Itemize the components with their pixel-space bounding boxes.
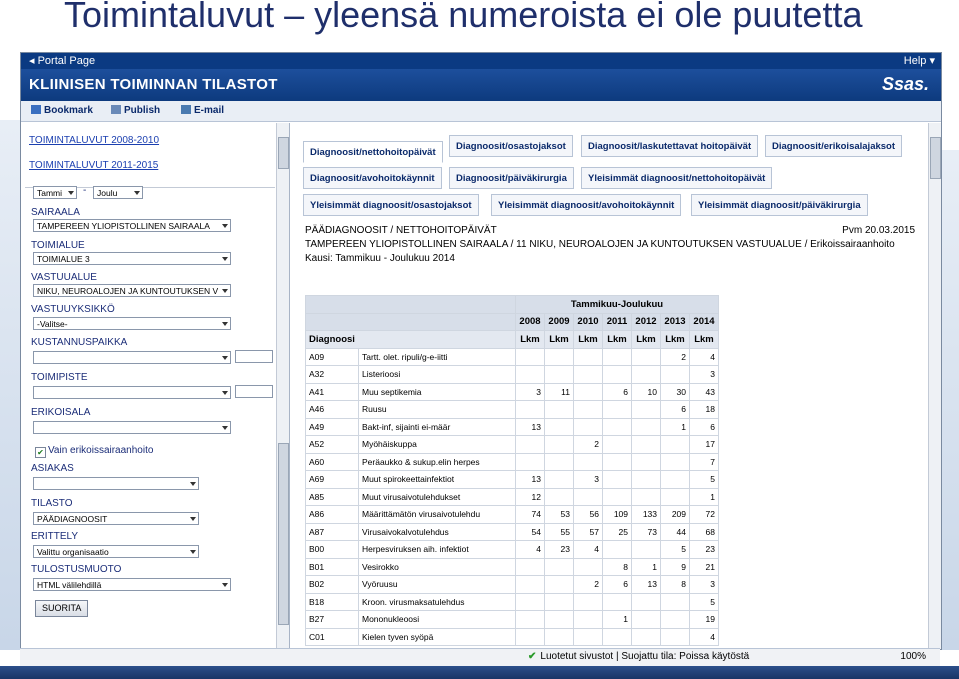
count-cell — [603, 348, 632, 366]
diagnosis-name: Virusaivokalvotulehdus — [359, 523, 516, 541]
count-cell — [603, 593, 632, 611]
year-header: 2013 — [661, 313, 690, 331]
count-cell — [574, 593, 603, 611]
report-scrollbar[interactable] — [928, 123, 941, 649]
diagnosis-name: Peräaukko & sukup.elin herpes — [359, 453, 516, 471]
diagnosis-name: Myöhäiskuppa — [359, 436, 516, 454]
count-cell — [545, 628, 574, 646]
count-cell — [516, 558, 545, 576]
table-row — [306, 628, 719, 646]
count-cell: 74 — [516, 506, 545, 524]
count-cell — [574, 418, 603, 436]
count-cell: 73 — [632, 523, 661, 541]
table-row — [306, 348, 719, 366]
table-group-header-row — [306, 296, 719, 314]
zoom-control[interactable]: 100% — [900, 651, 926, 662]
app-banner — [21, 69, 941, 101]
count-cell — [574, 558, 603, 576]
diagnosis-code: A52 — [306, 436, 359, 454]
count-cell: 5 — [690, 593, 719, 611]
count-cell: 13 — [516, 471, 545, 489]
diagnosis-code: A69 — [306, 471, 359, 489]
count-cell — [603, 401, 632, 419]
kustannuspaikka-input[interactable] — [235, 350, 273, 363]
diagnosis-code: A87 — [306, 523, 359, 541]
period-from-select[interactable]: Tammi — [33, 186, 77, 199]
link-2008-2010[interactable]: TOIMINTALUVUT 2008-2010 — [29, 135, 160, 146]
diagnosis-code: B02 — [306, 576, 359, 594]
count-cell — [545, 436, 574, 454]
trusted-sites-status: ✔ Luotetut sivustot | Suojattu tila: Poissa käytöstä — [528, 651, 750, 662]
table-row — [306, 366, 719, 384]
count-cell — [516, 593, 545, 611]
count-cell — [661, 453, 690, 471]
diagnosis-name: Tartt. olet. ripuli/g-e-iitti — [359, 348, 516, 366]
count-cell — [603, 628, 632, 646]
count-cell: 68 — [690, 523, 719, 541]
email-button[interactable]: E-mail — [181, 105, 224, 116]
count-cell — [632, 348, 661, 366]
count-cell — [574, 383, 603, 401]
count-cell: 4 — [574, 541, 603, 559]
diagnosis-name: Muut virusaivotulehdukset — [359, 488, 516, 506]
tulostusmuoto-label: TULOSTUSMUOTO — [31, 564, 122, 575]
count-cell: 43 — [690, 383, 719, 401]
erikoisala-select[interactable] — [33, 421, 231, 434]
table-unit-row — [306, 331, 719, 349]
count-cell — [632, 593, 661, 611]
count-cell — [661, 436, 690, 454]
diagnosis-code: B18 — [306, 593, 359, 611]
count-cell: 5 — [661, 541, 690, 559]
year-header: 2010 — [574, 313, 603, 331]
count-cell — [574, 611, 603, 629]
slide-footer-strip — [0, 666, 959, 679]
bookmark-button[interactable]: Bookmark — [31, 105, 93, 116]
count-cell — [574, 401, 603, 419]
table-row — [306, 453, 719, 471]
count-cell — [545, 453, 574, 471]
count-cell — [632, 453, 661, 471]
tab-diagnoosit-erikoisalajaksot[interactable]: Diagnoosit/erikoisalajaksot — [765, 135, 902, 157]
count-cell — [632, 488, 661, 506]
tilasto-label: TILASTO — [31, 498, 73, 509]
filter-panel — [21, 123, 290, 649]
diagnosis-code: A86 — [306, 506, 359, 524]
count-cell: 133 — [632, 506, 661, 524]
count-cell: 44 — [661, 523, 690, 541]
count-cell — [661, 611, 690, 629]
count-cell — [661, 628, 690, 646]
tilasto-select[interactable]: PÄÄDIAGNOOSIT — [33, 512, 199, 525]
tab-yleisimmat-avohoitokaynnit[interactable]: Yleisimmät diagnoosit/avohoitokäynnit — [491, 194, 681, 216]
table-row — [306, 558, 719, 576]
report-panel — [291, 123, 941, 649]
count-cell — [545, 488, 574, 506]
count-cell: 8 — [603, 558, 632, 576]
bookmark-icon — [31, 105, 41, 114]
count-cell — [632, 471, 661, 489]
help-menu[interactable]: Help ▾ — [903, 55, 935, 67]
count-cell — [603, 453, 632, 471]
count-cell — [516, 628, 545, 646]
diagnosis-name: Muu septikemia — [359, 383, 516, 401]
table-row — [306, 523, 719, 541]
count-cell: 3 — [574, 471, 603, 489]
portal-page-link[interactable]: ◂ Portal Page — [29, 55, 96, 67]
count-cell: 12 — [516, 488, 545, 506]
count-cell — [603, 488, 632, 506]
link-2011-2015[interactable]: TOIMINTALUVUT 2011-2015 — [29, 160, 159, 171]
count-cell — [574, 453, 603, 471]
count-cell: 72 — [690, 506, 719, 524]
tab-diagnoosit-paivakirurgia[interactable]: Diagnoosit/päiväkirurgia — [449, 167, 574, 189]
table-row — [306, 541, 719, 559]
report-period: Kausi: Tammikuu - Joulukuu 2014 — [305, 253, 455, 264]
count-cell: 2 — [574, 436, 603, 454]
count-cell — [545, 471, 574, 489]
count-cell — [545, 366, 574, 384]
count-cell: 109 — [603, 506, 632, 524]
count-cell: 30 — [661, 383, 690, 401]
count-cell — [603, 366, 632, 384]
diagnosis-code: A60 — [306, 453, 359, 471]
count-cell: 19 — [690, 611, 719, 629]
slide-decoration-right — [939, 150, 959, 650]
count-cell: 17 — [690, 436, 719, 454]
report-date: Pvm 20.03.2015 — [842, 225, 915, 236]
publish-icon — [111, 105, 121, 114]
count-cell — [603, 471, 632, 489]
count-cell — [661, 488, 690, 506]
sas-logo: Ssas. — [881, 74, 929, 94]
diagnosis-name: Vesirokko — [359, 558, 516, 576]
table-row — [306, 401, 719, 419]
check-icon: ✔ — [528, 651, 537, 662]
asiakas-label: ASIAKAS — [31, 463, 74, 474]
report-heading: PÄÄDIAGNOOSIT / NETTOHOITOPÄIVÄT — [305, 225, 497, 236]
count-cell — [661, 366, 690, 384]
tab-yleisimmat-paivakirurgia[interactable]: Yleisimmät diagnoosit/päiväkirurgia — [691, 194, 868, 216]
count-cell: 6 — [603, 576, 632, 594]
count-cell: 1 — [603, 611, 632, 629]
row-header: Diagnoosi — [306, 331, 516, 349]
unit-header: Lkm — [603, 331, 632, 349]
vastuuyksikko-label: VASTUUYKSIKKÖ — [31, 304, 115, 315]
period-to-select[interactable]: Joulu — [93, 186, 143, 199]
count-cell — [516, 453, 545, 471]
tulostusmuoto-select[interactable]: HTML välilehdillä — [33, 578, 231, 591]
count-cell: 11 — [545, 383, 574, 401]
count-cell: 1 — [661, 418, 690, 436]
count-cell — [516, 576, 545, 594]
erittely-label: ERITTELY — [31, 531, 79, 542]
toimipiste-select[interactable] — [33, 386, 231, 399]
count-cell: 53 — [545, 506, 574, 524]
count-cell: 18 — [690, 401, 719, 419]
count-cell — [545, 611, 574, 629]
year-header: 2011 — [603, 313, 632, 331]
diagnosis-name: Kielen tyven syöpä — [359, 628, 516, 646]
browser-window — [20, 52, 942, 650]
asiakas-select[interactable] — [33, 477, 199, 490]
count-cell: 56 — [574, 506, 603, 524]
portal-bar — [21, 53, 941, 69]
year-header: 2009 — [545, 313, 574, 331]
count-cell: 6 — [603, 383, 632, 401]
table-row — [306, 383, 719, 401]
table-row — [306, 611, 719, 629]
diagnosis-name: Herpesviruksen aih. infektiot — [359, 541, 516, 559]
year-header: 2014 — [690, 313, 719, 331]
count-cell — [545, 576, 574, 594]
count-cell — [545, 348, 574, 366]
diagnosis-name: Määrittämätön virusaivotulehdu — [359, 506, 516, 524]
erikoissairaanhoito-checkbox[interactable]: ✔ — [35, 447, 46, 458]
unit-header: Lkm — [545, 331, 574, 349]
count-cell: 10 — [632, 383, 661, 401]
vastuualue-label: VASTUUALUE — [31, 272, 97, 283]
diagnosis-code: A49 — [306, 418, 359, 436]
count-cell: 57 — [574, 523, 603, 541]
erikoissairaanhoito-label: Vain erikoissairaanhoito — [48, 445, 154, 456]
diagnosis-name: Mononukleoosi — [359, 611, 516, 629]
count-cell: 2 — [661, 348, 690, 366]
count-cell: 2 — [574, 576, 603, 594]
count-cell: 23 — [545, 541, 574, 559]
count-cell: 21 — [690, 558, 719, 576]
sairaala-select[interactable]: TAMPEREEN YLIOPISTOLLINEN SAIRAALA — [33, 219, 231, 232]
diagnosis-name: Muut spirokeettainfektiot — [359, 471, 516, 489]
count-cell — [603, 541, 632, 559]
count-cell — [632, 366, 661, 384]
diagnosis-code: C01 — [306, 628, 359, 646]
filter-scrollbar[interactable] — [276, 123, 289, 649]
count-cell — [632, 541, 661, 559]
count-cell: 8 — [661, 576, 690, 594]
count-cell: 209 — [661, 506, 690, 524]
tab-diagnoosit-laskutettavat[interactable]: Diagnoosit/laskutettavat hoitopäivät — [581, 135, 758, 157]
tab-diagnoosit-avohoitokaynnit[interactable]: Diagnoosit/avohoitokäynnit — [303, 167, 442, 189]
table-row — [306, 506, 719, 524]
count-cell — [632, 611, 661, 629]
vastuualue-select[interactable]: NIKU, NEUROALOJEN JA KUNTOUTUKSEN V — [33, 284, 231, 297]
count-cell: 5 — [690, 471, 719, 489]
count-cell: 3 — [516, 383, 545, 401]
count-cell — [661, 593, 690, 611]
count-cell — [516, 611, 545, 629]
count-cell: 13 — [516, 418, 545, 436]
table-year-row — [306, 313, 719, 331]
count-cell: 54 — [516, 523, 545, 541]
diagnosis-name: Kroon. virusmaksatulehdus — [359, 593, 516, 611]
toimipiste-label: TOIMIPISTE — [31, 372, 88, 383]
count-cell — [516, 436, 545, 454]
table-row — [306, 593, 719, 611]
toolbar — [21, 101, 941, 122]
report-organization: TAMPEREEN YLIOPISTOLLINEN SAIRAALA / 11 NIKU, NEUROALOJEN JA KUNTOUTUKSEN VASTUUALUE / Erikoissairaanhoito — [305, 239, 895, 250]
count-cell — [632, 436, 661, 454]
diagnosis-code: A46 — [306, 401, 359, 419]
count-cell — [545, 558, 574, 576]
toimialue-label: TOIMIALUE — [31, 240, 85, 251]
unit-header: Lkm — [690, 331, 719, 349]
count-cell: 3 — [690, 366, 719, 384]
unit-header: Lkm — [661, 331, 690, 349]
table-row — [306, 488, 719, 506]
count-cell — [632, 628, 661, 646]
toimialue-select[interactable]: TOIMIALUE 3 — [33, 252, 231, 265]
count-cell — [545, 401, 574, 419]
tab-yleisimmat-nettohoitopaivat[interactable]: Yleisimmät diagnoosit/nettohoitopäivät — [581, 167, 772, 189]
count-cell — [632, 401, 661, 419]
toimipiste-input[interactable] — [235, 385, 273, 398]
vastuuyksikko-select[interactable]: -Valitse- — [33, 317, 231, 330]
status-bar — [20, 648, 940, 667]
diagnosis-code: B01 — [306, 558, 359, 576]
diagnosis-code: B27 — [306, 611, 359, 629]
count-cell: 23 — [690, 541, 719, 559]
slide-title: Toimintaluvut – yleensä numeroista ei ole puutetta — [64, 0, 863, 35]
count-cell: 1 — [632, 558, 661, 576]
count-cell — [574, 366, 603, 384]
count-cell — [603, 418, 632, 436]
count-cell — [603, 436, 632, 454]
count-cell: 1 — [690, 488, 719, 506]
count-cell: 9 — [661, 558, 690, 576]
diagnosis-name: Vyöruusu — [359, 576, 516, 594]
count-cell — [632, 418, 661, 436]
tab-diagnoosit-osastojaksot[interactable]: Diagnoosit/osastojaksot — [449, 135, 573, 157]
count-cell: 6 — [661, 401, 690, 419]
group-header: Tammikuu-Joulukuu — [516, 296, 719, 314]
count-cell — [545, 418, 574, 436]
period-dash: - — [83, 185, 87, 196]
table-row — [306, 471, 719, 489]
diagnosis-code: A32 — [306, 366, 359, 384]
count-cell: 7 — [690, 453, 719, 471]
count-cell — [516, 348, 545, 366]
diagnosis-name: Bakt-inf, sijainti ei-määr — [359, 418, 516, 436]
tab-diagnoosit-nettohoitopaivat[interactable]: Diagnoosit/nettohoitopäivät — [303, 141, 443, 163]
slide-decoration-left — [0, 120, 20, 650]
unit-header: Lkm — [516, 331, 545, 349]
count-cell: 6 — [690, 418, 719, 436]
count-cell: 4 — [690, 628, 719, 646]
diagnosis-name: Ruusu — [359, 401, 516, 419]
count-cell — [574, 628, 603, 646]
diagnosis-name: Listerioosi — [359, 366, 516, 384]
diagnosis-table — [305, 295, 719, 646]
count-cell — [574, 348, 603, 366]
count-cell: 55 — [545, 523, 574, 541]
count-cell — [545, 593, 574, 611]
count-cell: 3 — [690, 576, 719, 594]
count-cell: 4 — [690, 348, 719, 366]
count-cell — [574, 488, 603, 506]
email-icon — [181, 105, 191, 114]
count-cell — [661, 471, 690, 489]
table-row — [306, 436, 719, 454]
year-header: 2012 — [632, 313, 661, 331]
count-cell: 4 — [516, 541, 545, 559]
kustannuspaikka-label: KUSTANNUSPAIKKA — [31, 337, 128, 348]
erikoisala-label: ERIKOISALA — [31, 407, 91, 418]
count-cell: 25 — [603, 523, 632, 541]
count-cell — [516, 401, 545, 419]
kustannuspaikka-select[interactable] — [33, 351, 231, 364]
count-cell — [516, 366, 545, 384]
table-row — [306, 576, 719, 594]
diagnosis-code: B00 — [306, 541, 359, 559]
table-row — [306, 418, 719, 436]
unit-header: Lkm — [632, 331, 661, 349]
year-header: 2008 — [516, 313, 545, 331]
publish-button[interactable]: Publish — [111, 105, 160, 116]
sairaala-label: SAIRAALA — [31, 207, 80, 218]
tab-yleisimmat-osastojaksot[interactable]: Yleisimmät diagnoosit/osastojaksot — [303, 194, 479, 216]
diagnosis-code: A09 — [306, 348, 359, 366]
app-title: KLIINISEN TOIMINNAN TILASTOT — [29, 76, 278, 93]
erittely-select[interactable]: Valittu organisaatio — [33, 545, 199, 558]
diagnosis-code: A41 — [306, 383, 359, 401]
diagnosis-code: A85 — [306, 488, 359, 506]
unit-header: Lkm — [574, 331, 603, 349]
suorita-button[interactable]: SUORITA — [35, 600, 88, 617]
count-cell: 13 — [632, 576, 661, 594]
